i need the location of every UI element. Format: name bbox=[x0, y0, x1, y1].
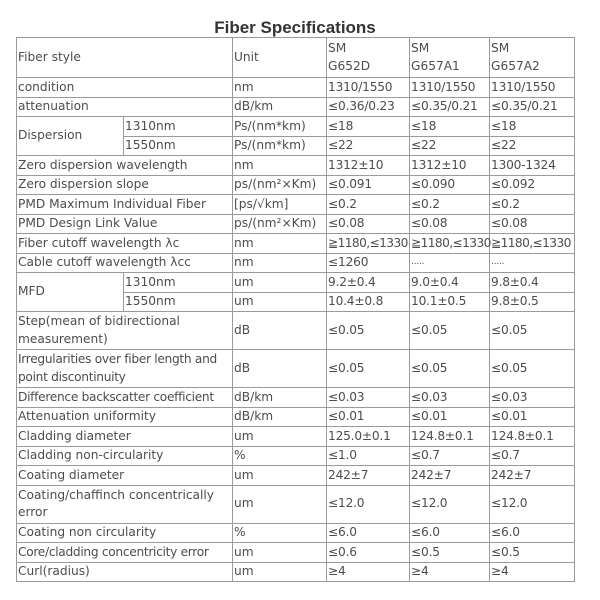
row-label: condition bbox=[17, 78, 233, 98]
row-sub-label: 1310nm bbox=[124, 117, 233, 137]
row-unit: um bbox=[233, 466, 327, 486]
row-label: PMD Design Link Value bbox=[17, 214, 233, 234]
row-label: Coating/chaffinch concentrically error bbox=[17, 485, 233, 523]
row-unit: nm bbox=[233, 78, 327, 98]
table-row bbox=[17, 407, 575, 427]
cell-value: ≤0.03 bbox=[490, 388, 575, 408]
row-label: Cable cutoff wavelength λcc bbox=[17, 253, 233, 273]
table-row bbox=[17, 427, 575, 447]
header-fiber-style: Fiber style bbox=[17, 38, 233, 78]
cell-value: 124.8±0.1 bbox=[490, 427, 575, 447]
cell-value: 9.0±0.4 bbox=[410, 273, 490, 293]
table-row bbox=[17, 485, 575, 523]
row-label: Zero dispersion slope bbox=[17, 175, 233, 195]
row-sub-label: 1310nm bbox=[124, 273, 233, 293]
cell-value: ≤0.05 bbox=[327, 350, 410, 388]
cell-value: ≤0.08 bbox=[490, 214, 575, 234]
cell-value: 1310/1550 bbox=[327, 78, 410, 98]
cell-value: 1310/1550 bbox=[410, 78, 490, 98]
cell-value: ≤0.35/0.21 bbox=[410, 97, 490, 117]
row-unit: dB bbox=[233, 350, 327, 388]
cell-value: ≥4 bbox=[410, 562, 490, 582]
table-row bbox=[17, 175, 575, 195]
table-row bbox=[17, 117, 575, 137]
row-unit: dB/km bbox=[233, 97, 327, 117]
row-label: Curl(radius) bbox=[17, 562, 233, 582]
cell-value: ≤0.2 bbox=[327, 195, 410, 215]
cell-value: 10.4±0.8 bbox=[327, 292, 410, 312]
page-title: Fiber Specifications bbox=[214, 18, 376, 37]
header-g657a2 bbox=[490, 38, 575, 78]
cell-value: ≤22 bbox=[490, 136, 575, 156]
cell-value: ≤18 bbox=[490, 117, 575, 137]
cell-value: ≤6.0 bbox=[327, 523, 410, 543]
header-g657a1-line1: SM bbox=[411, 41, 430, 55]
cell-value: ≧1180,≤1330 bbox=[490, 234, 575, 254]
table-row bbox=[17, 466, 575, 486]
cell-value: ≤0.5 bbox=[410, 543, 490, 563]
cell-value: ≤0.36/0.23 bbox=[327, 97, 410, 117]
cell-value: ≤0.05 bbox=[410, 350, 490, 388]
cell-value: ≤0.092 bbox=[490, 175, 575, 195]
row-unit: Ps/(nm*km) bbox=[233, 136, 327, 156]
cell-value: ≤0.05 bbox=[410, 312, 490, 350]
cell-value: 9.8±0.5 bbox=[490, 292, 575, 312]
cell-value: 242±7 bbox=[410, 466, 490, 486]
row-unit: um bbox=[233, 543, 327, 563]
row-unit: um bbox=[233, 273, 327, 293]
row-unit: um bbox=[233, 292, 327, 312]
table-row bbox=[17, 78, 575, 98]
cell-value: ≤0.7 bbox=[490, 446, 575, 466]
row-unit: [ps/√km] bbox=[233, 195, 327, 215]
cell-value: ≤0.05 bbox=[327, 312, 410, 350]
row-label: Irregularities over fiber length and point discontinuity bbox=[17, 350, 233, 388]
cell-value: ≤0.05 bbox=[490, 312, 575, 350]
header-g657a2-line1: SM bbox=[491, 41, 510, 55]
cell-value: ≤0.5 bbox=[490, 543, 575, 563]
cell-value: ≤1260 bbox=[327, 253, 410, 273]
table-row bbox=[17, 446, 575, 466]
cell-value: ≤0.03 bbox=[327, 388, 410, 408]
cell-value: ≤0.01 bbox=[410, 407, 490, 427]
fiber-spec-table bbox=[16, 37, 575, 582]
cell-value: ≤12.0 bbox=[410, 485, 490, 523]
row-unit: % bbox=[233, 523, 327, 543]
cell-value: ..... bbox=[410, 253, 490, 273]
cell-value: ≤18 bbox=[410, 117, 490, 137]
row-label: PMD Maximum Individual Fiber bbox=[17, 195, 233, 215]
cell-value: 242±7 bbox=[327, 466, 410, 486]
row-unit: dB/km bbox=[233, 388, 327, 408]
table-row bbox=[17, 253, 575, 273]
table-row bbox=[17, 97, 575, 117]
cell-value: ≤12.0 bbox=[490, 485, 575, 523]
header-unit: Unit bbox=[233, 38, 327, 78]
cell-value: 9.8±0.4 bbox=[490, 273, 575, 293]
row-group-label: MFD bbox=[17, 273, 124, 312]
row-label: Step(mean of bidirectional measurement) bbox=[17, 312, 233, 350]
row-unit: Ps/(nm*km) bbox=[233, 117, 327, 137]
row-unit: nm bbox=[233, 156, 327, 176]
cell-value: ≤0.090 bbox=[410, 175, 490, 195]
cell-value: 9.2±0.4 bbox=[327, 273, 410, 293]
row-label: Fiber cutoff wavelength λc bbox=[17, 234, 233, 254]
cell-value: ≤0.35/0.21 bbox=[490, 97, 575, 117]
row-label: Core/cladding concentricity error bbox=[17, 543, 233, 563]
cell-value: ≤0.08 bbox=[327, 214, 410, 234]
row-sub-label: 1550nm bbox=[124, 136, 233, 156]
cell-value: ≧1180,≤1330 bbox=[327, 234, 410, 254]
cell-value: ≤0.05 bbox=[490, 350, 575, 388]
row-unit: nm bbox=[233, 253, 327, 273]
row-unit: um bbox=[233, 562, 327, 582]
row-label: Difference backscatter coefficient bbox=[17, 388, 233, 408]
cell-value: 1312±10 bbox=[410, 156, 490, 176]
cell-value: 10.1±0.5 bbox=[410, 292, 490, 312]
row-unit: um bbox=[233, 485, 327, 523]
header-g652d-line2: G652D bbox=[328, 58, 371, 73]
header-row bbox=[17, 38, 575, 78]
row-label: Cladding non-circularity bbox=[17, 446, 233, 466]
table-row bbox=[17, 214, 575, 234]
cell-value: ≥4 bbox=[327, 562, 410, 582]
row-unit: % bbox=[233, 446, 327, 466]
cell-value: 1300-1324 bbox=[490, 156, 575, 176]
cell-value: ..... bbox=[490, 253, 575, 273]
cell-value: ≤6.0 bbox=[410, 523, 490, 543]
cell-value: ≤6.0 bbox=[490, 523, 575, 543]
cell-value: ≥4 bbox=[490, 562, 575, 582]
cell-value: 242±7 bbox=[490, 466, 575, 486]
cell-value: 124.8±0.1 bbox=[410, 427, 490, 447]
cell-value: ≤0.08 bbox=[410, 214, 490, 234]
cell-value: ≧1180,≤1330 bbox=[410, 234, 490, 254]
cell-value: 1310/1550 bbox=[490, 78, 575, 98]
row-unit: dB bbox=[233, 312, 327, 350]
cell-value: ≤0.2 bbox=[410, 195, 490, 215]
table-row bbox=[17, 350, 575, 388]
cell-value: ≤0.091 bbox=[327, 175, 410, 195]
cell-value: ≤0.01 bbox=[490, 407, 575, 427]
row-label: Zero dispersion wavelength bbox=[17, 156, 233, 176]
cell-value: ≤0.6 bbox=[327, 543, 410, 563]
table-row bbox=[17, 273, 575, 293]
cell-value: ≤0.7 bbox=[410, 446, 490, 466]
table-row bbox=[17, 312, 575, 350]
cell-value: 1312±10 bbox=[327, 156, 410, 176]
row-unit: um bbox=[233, 427, 327, 447]
row-label: attenuation bbox=[17, 97, 233, 117]
row-label: Coating non circularity bbox=[17, 523, 233, 543]
row-label: Coating diameter bbox=[17, 466, 233, 486]
cell-value: ≤22 bbox=[327, 136, 410, 156]
header-g657a1-line2: G657A1 bbox=[411, 58, 460, 73]
table-row bbox=[17, 234, 575, 254]
cell-value: ≤22 bbox=[410, 136, 490, 156]
cell-value: ≤0.01 bbox=[327, 407, 410, 427]
cell-value: ≤0.03 bbox=[410, 388, 490, 408]
row-unit: ps/(nm²×Km) bbox=[233, 214, 327, 234]
table-row bbox=[17, 562, 575, 582]
cell-value: ≤18 bbox=[327, 117, 410, 137]
cell-value: 125.0±0.1 bbox=[327, 427, 410, 447]
cell-value: ≤12.0 bbox=[327, 485, 410, 523]
table-row bbox=[17, 195, 575, 215]
table-row bbox=[17, 388, 575, 408]
row-unit: ps/(nm²×Km) bbox=[233, 175, 327, 195]
header-g652d bbox=[327, 38, 410, 78]
table-row bbox=[17, 156, 575, 176]
row-group-label: Dispersion bbox=[17, 117, 124, 156]
row-label: Attenuation uniformity bbox=[17, 407, 233, 427]
row-sub-label: 1550nm bbox=[124, 292, 233, 312]
table-row bbox=[17, 523, 575, 543]
cell-value: ≤0.2 bbox=[490, 195, 575, 215]
row-label: Cladding diameter bbox=[17, 427, 233, 447]
header-g657a1 bbox=[410, 38, 490, 78]
row-unit: nm bbox=[233, 234, 327, 254]
header-g652d-line1: SM bbox=[328, 41, 347, 55]
header-g657a2-line2: G657A2 bbox=[491, 58, 540, 73]
row-unit: dB/km bbox=[233, 407, 327, 427]
table-row bbox=[17, 543, 575, 563]
cell-value: ≤1.0 bbox=[327, 446, 410, 466]
